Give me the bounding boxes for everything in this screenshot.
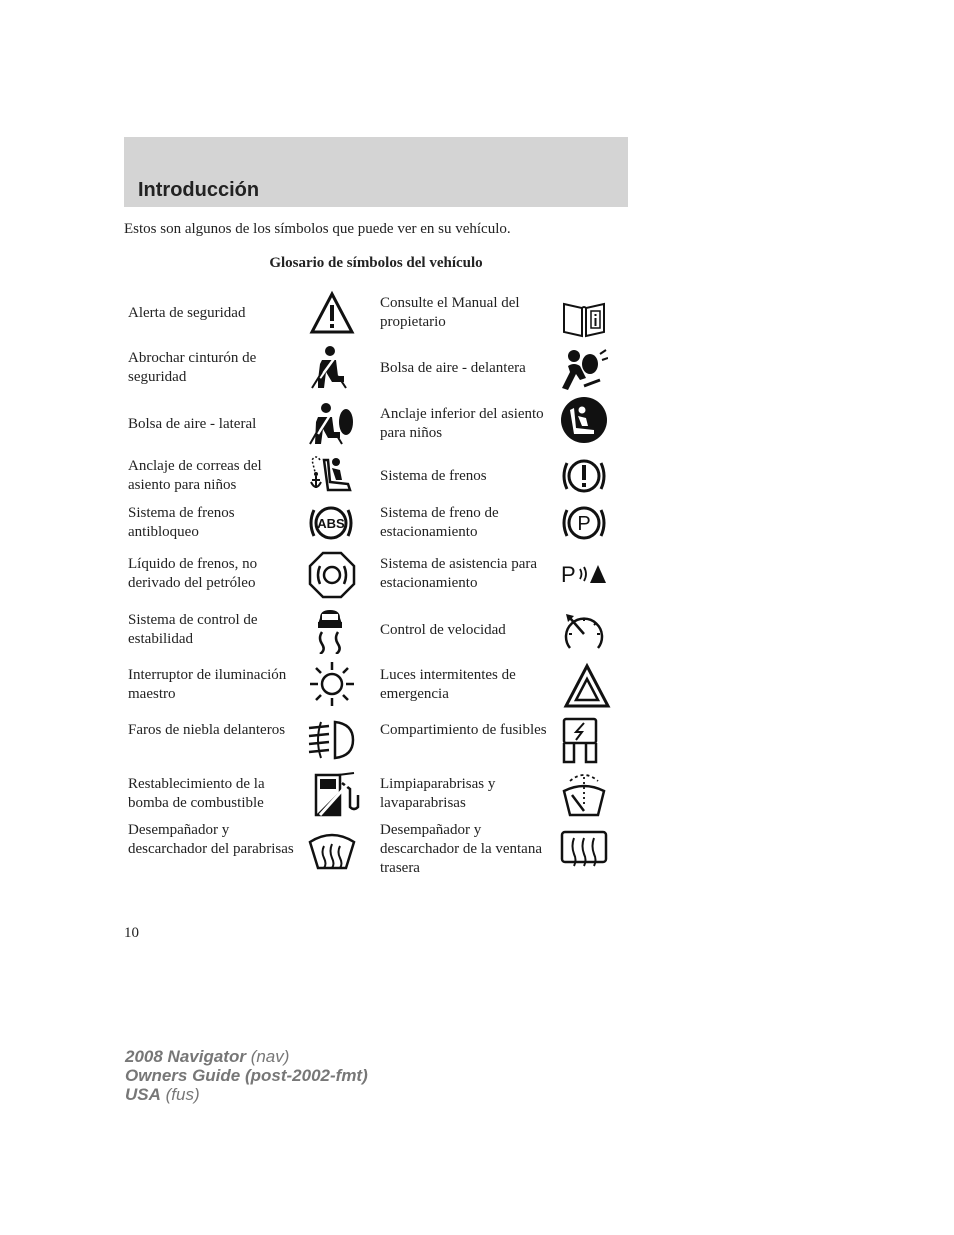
parking-brake-icon (560, 499, 608, 547)
fuse-icon (560, 716, 608, 764)
hazard-icon (563, 662, 611, 710)
symbol-label: Anclaje de correas del asiento para niños (128, 458, 262, 493)
symbol-label: Alerta de seguridad (128, 305, 246, 321)
footer-market: USA (125, 1085, 161, 1104)
stability-control-icon (306, 606, 354, 654)
symbol-label: Control de velocidad (380, 622, 506, 638)
symbol-label: Anclaje inferior del asiento para niños (380, 406, 544, 441)
symbol-label: Sistema de frenos (380, 468, 487, 484)
front-airbag-icon (560, 346, 608, 394)
symbol-label: Sistema de asistencia para estacionamiento (380, 556, 538, 591)
rear-defrost-icon (560, 826, 608, 874)
symbol-label: Consulte el Manual del propietario (380, 295, 520, 330)
section-title: Introducción (138, 179, 260, 201)
symbol-label: Limpiaparabrisas y lavaparabrisas (380, 776, 496, 811)
abs-icon-text: ABS (317, 516, 345, 531)
abs-icon (307, 499, 355, 547)
child-seat-lower-anchor-icon (560, 396, 608, 444)
windshield-defrost-icon (308, 826, 356, 874)
symbol-label: Bolsa de aire - delantera (380, 360, 526, 376)
symbol-label: Abrochar cinturón de seguridad (128, 350, 257, 385)
park-assist-icon (560, 551, 608, 599)
parking-brake-icon-text: P (577, 513, 591, 535)
wiper-washer-icon (560, 771, 608, 819)
park-assist-icon-text: P (561, 562, 576, 587)
speed-control-icon (560, 608, 608, 656)
safety-alert-icon (308, 290, 356, 338)
brake-fluid-icon (308, 551, 356, 599)
symbol-label: Faros de niebla delanteros (128, 722, 286, 738)
symbol-label: Desempañador y descarchador de la ventana trasera (380, 822, 542, 876)
symbol-label: Sistema de control de estabilidad (128, 612, 258, 647)
footer-market-code: (fus) (165, 1085, 200, 1104)
footer-guide: Owners Guide (post-2002-fmt) (125, 1066, 368, 1085)
footer (125, 1047, 368, 1104)
seatbelt-icon (306, 344, 354, 392)
child-seat-tether-anchor-icon (306, 452, 354, 500)
symbol-label: Desempañador y descarchador del parabrisas (128, 822, 294, 857)
fuel-pump-reset-icon (312, 771, 360, 819)
symbol-label: Sistema de frenos antibloqueo (128, 505, 235, 540)
side-airbag-icon (306, 400, 354, 448)
symbol-label: Líquido de frenos, no derivado del petróleo (128, 556, 258, 591)
symbol-label: Luces intermitentes de emergencia (380, 667, 516, 702)
symbol-label: Bolsa de aire - lateral (128, 416, 257, 432)
footer-model: 2008 Navigator (125, 1047, 246, 1066)
symbol-label: Restablecimiento de la bomba de combustible (128, 776, 265, 811)
page-number: 10 (124, 925, 139, 941)
brake-system-icon (560, 452, 608, 500)
symbol-label: Sistema de freno de estacionamiento (380, 505, 499, 540)
glossary-title: Glosario de símbolos del vehículo (269, 255, 483, 271)
symbol-label: Interruptor de iluminación maestro (128, 667, 287, 702)
symbol-label: Compartimiento de fusibles (380, 722, 547, 738)
owners-manual-icon (560, 294, 608, 342)
fog-lamp-icon (307, 716, 355, 764)
intro-text: Estos son algunos de los símbolos que puede ver en su vehículo. (124, 221, 511, 237)
section-header-band (124, 137, 628, 207)
master-lighting-icon (308, 660, 356, 708)
footer-model-code: (nav) (250, 1047, 290, 1066)
